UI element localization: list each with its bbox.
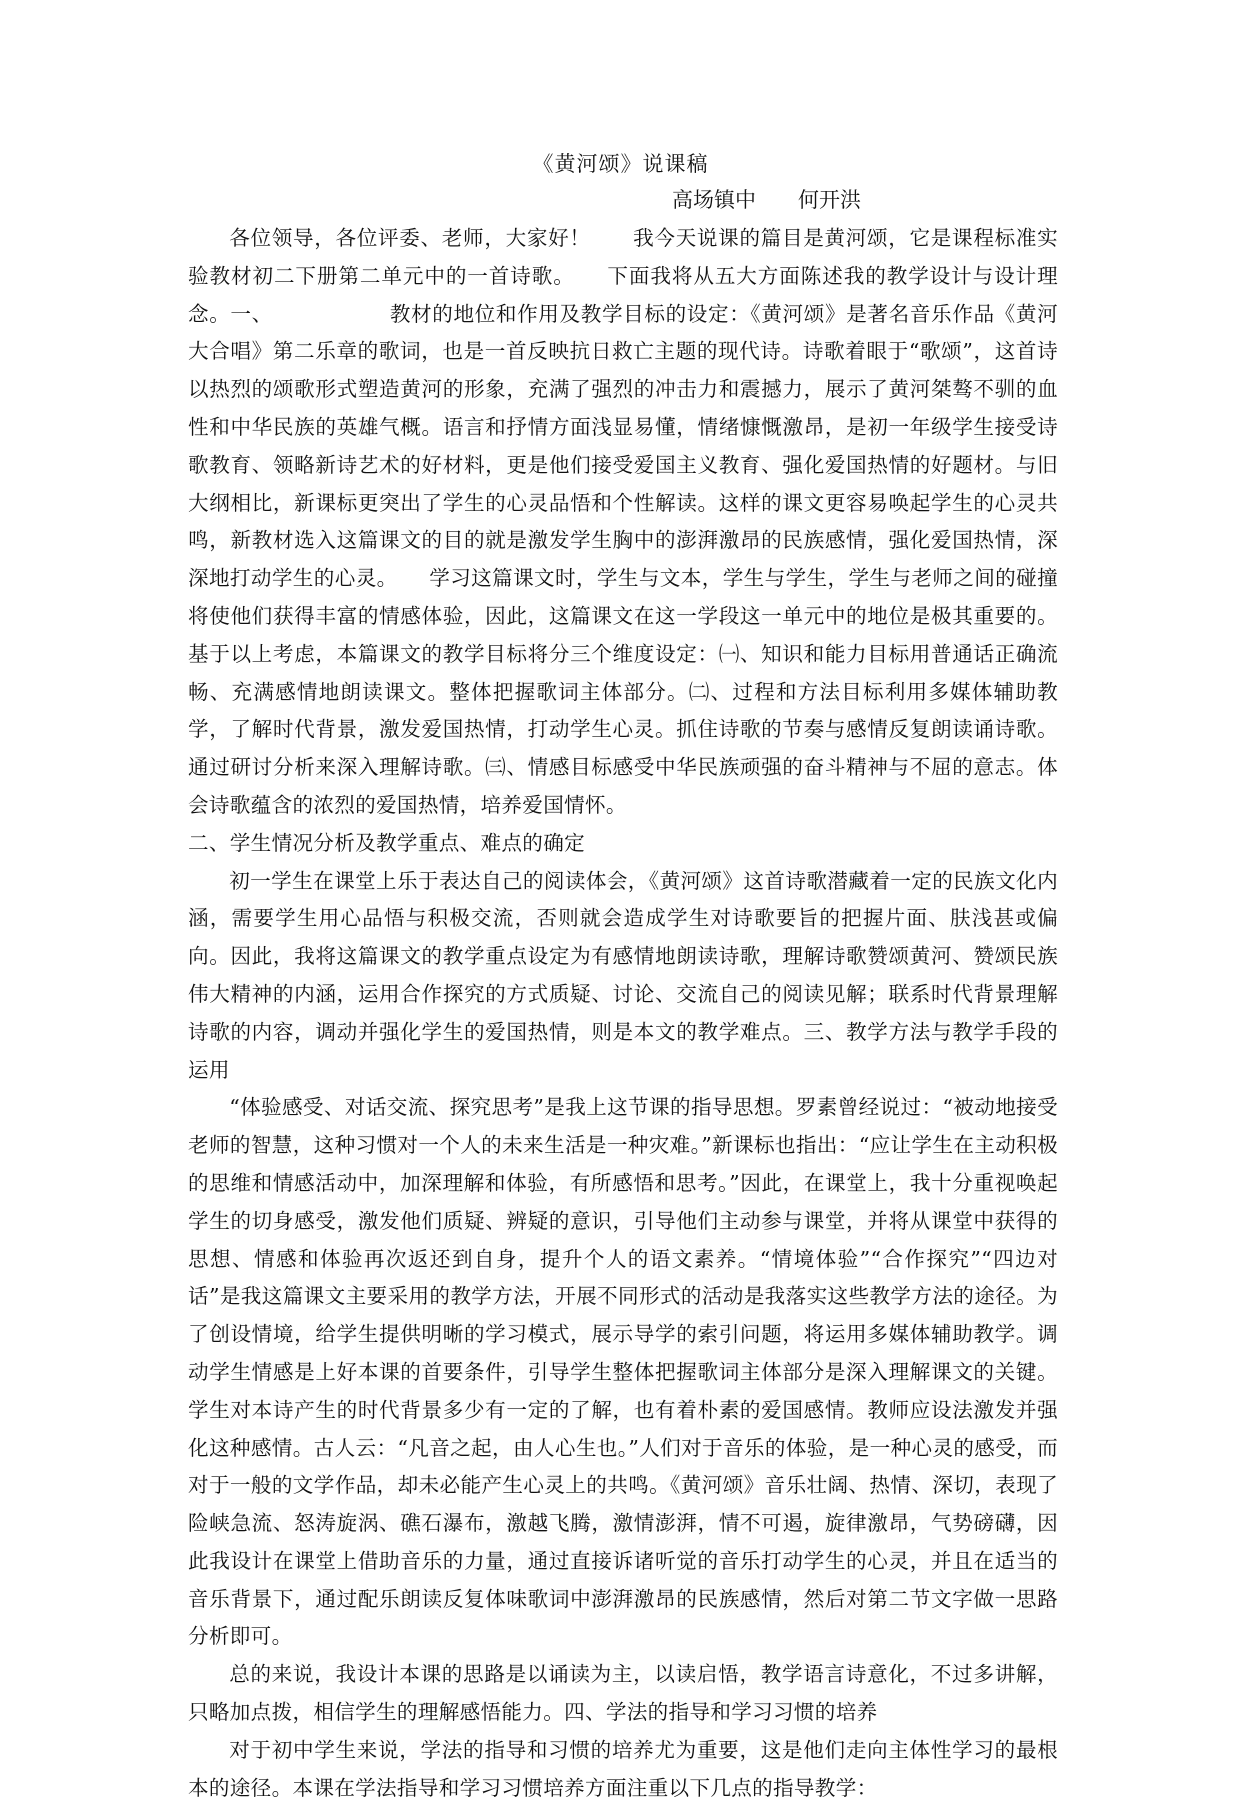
document-title: 《黄河颂》说课稿 (532, 152, 709, 176)
paragraph-teaching-methods: “体验感受、对话交流、探究思考”是我上这节课的指导思想。罗素曾经说过：“被动地接受老师的智慧，这种习惯对一个人的未来生活是一种灾难。”新课标也指出：“应让学生在主动积极的思维和情感活动中，加深理解和体验，有所感悟和思考。”因此，在课堂上，我十分重视唤起学生的切身感受，激发他们质疑、辨疑的意识，引导他们主动参与课堂，并将从课堂中获得的思想、情感和体验再次返还到自身，提升个人的语文素养。“情境体验”“合作探究”“四边对话”是我这篇课文主要采用的教学方法，开展不同形式的活动是我落实这些教学方法的途径。为了创设情境，给学生提供明晰的学习模式，展示导学的索引问题，将运用多媒体辅助教学。调动学生情感是上好本课的首要条件，引导学生整体把握歌词主体部分是深入理解课文的关键。学生对本诗产生的时代背景多少有一定的了解，也有着朴素的爱国感情。教师应设法激发并强化这种感情。古人云：“凡音之起，由人心生也。”人们对于音乐的体验，是一种心灵的感受，而对于一般的文学作品，却未必能产生心灵上的共鸣。《黄河颂》音乐壮阔、热情、深切，表现了险峡急流、怒涛旋涡、礁石瀑布，激越飞腾，激情澎湃，情不可遏，旋律激昂，气势磅礴，因此我设计在课堂上借助音乐的力量，通过直接诉诸听觉的音乐打动学生的心灵，并且在适当的音乐背景下，通过配乐朗读反复体味歌词中澎湃激昂的民族感情，然后对第二节文字做一思路分析即可。 (188, 1095, 1058, 1649)
section-two-heading: 二、学生情况分析及教学重点、难点的确定 (188, 830, 585, 855)
author-line: 高场镇中 何开洪 (672, 188, 861, 212)
document-body (188, 220, 1058, 1807)
paragraph-study-habits: 对于初中学生来说，学法的指导和习惯的培养尤为重要，这是他们走向主体性学习的最根本的途径。本课在学法指导和学习习惯培养方面注重以下几点的指导教学： (188, 1737, 1058, 1800)
paragraph-student-analysis: 初一学生在课堂上乐于表达自己的阅读体会，《黄河颂》这首诗歌潜藏着一定的民族文化内涵，需要学生用心品悟与积极交流，否则就会造成学生对诗歌要旨的把握片面、肤浅甚或偏向。因此，我将这篇课文的教学重点设定为有感情地朗读诗歌，理解诗歌赞颂黄河、赞颂民族伟大精神的内涵，运用合作探究的方式质疑、讨论、交流自己的阅读见解；联系时代背景理解诗歌的内容，调动并强化学生的爱国热情，则是本文的教学难点。三、教学方法与教学手段的运用 (188, 868, 1058, 1082)
paragraph-summary: 总的来说，我设计本课的思路是以诵读为主，以读启悟，教学语言诗意化，不过多讲解，只略加点拨，相信学生的理解感悟能力。四、学法的指导和学习习惯的培养 (188, 1662, 1058, 1725)
paragraph-intro-and-section-one: 各位领导，各位评委、老师，大家好！ 我今天说课的篇目是黄河颂，它是课程标准实验教材初二下册第二单元中的一首诗歌。 下面我将从五大方面陈述我的教学设计与设计理念。一、 教材的地位和作用及教学目标的设定：《黄河颂》是著名音乐作品《黄河大合唱》第二乐章的歌词，也是一首反映抗日救亡主题的现代诗。诗歌着眼于“歌颂”，这首诗以热烈的颂歌形式塑造黄河的形象，充满了强烈的冲击力和震撼力，展示了黄河桀骜不驯的血性和中华民族的英雄气概。语言和抒情方面浅显易懂，情绪慷慨激昂，是初一年级学生接受诗歌教育、领略新诗艺术的好材料，更是他们接受爱国主义教育、强化爱国热情的好题材。与旧大纲相比，新课标更突出了学生的心灵品悟和个性解读。这样的课文更容易唤起学生的心灵共鸣，新教材选入这篇课文的目的就是激发学生胸中的澎湃激昂的民族感情，强化爱国热情，深深地打动学生的心灵。 学习这篇课文时，学生与文本，学生与学生，学生与老师之间的碰撞将使他们获得丰富的情感体验，因此，这篇课文在这一学段这一单元中的地位是极其重要的。基于以上考虑，本篇课文的教学目标将分三个维度设定：㈠、知识和能力目标用普通话正确流畅、充满感情地朗读课文。整体把握歌词主体部分。㈡、过程和方法目标利用多媒体辅助教学，了解时代背景，激发爱国热情，打动学生心灵。抓住诗歌的节奏与感情反复朗读诵诗歌。通过研讨分析来深入理解诗歌。㈢、情感目标感受中华民族顽强的奋斗精神与不屈的意志。体会诗歌蕴含的浓烈的爱国热情，培养爱国情怀。 (188, 226, 1058, 817)
